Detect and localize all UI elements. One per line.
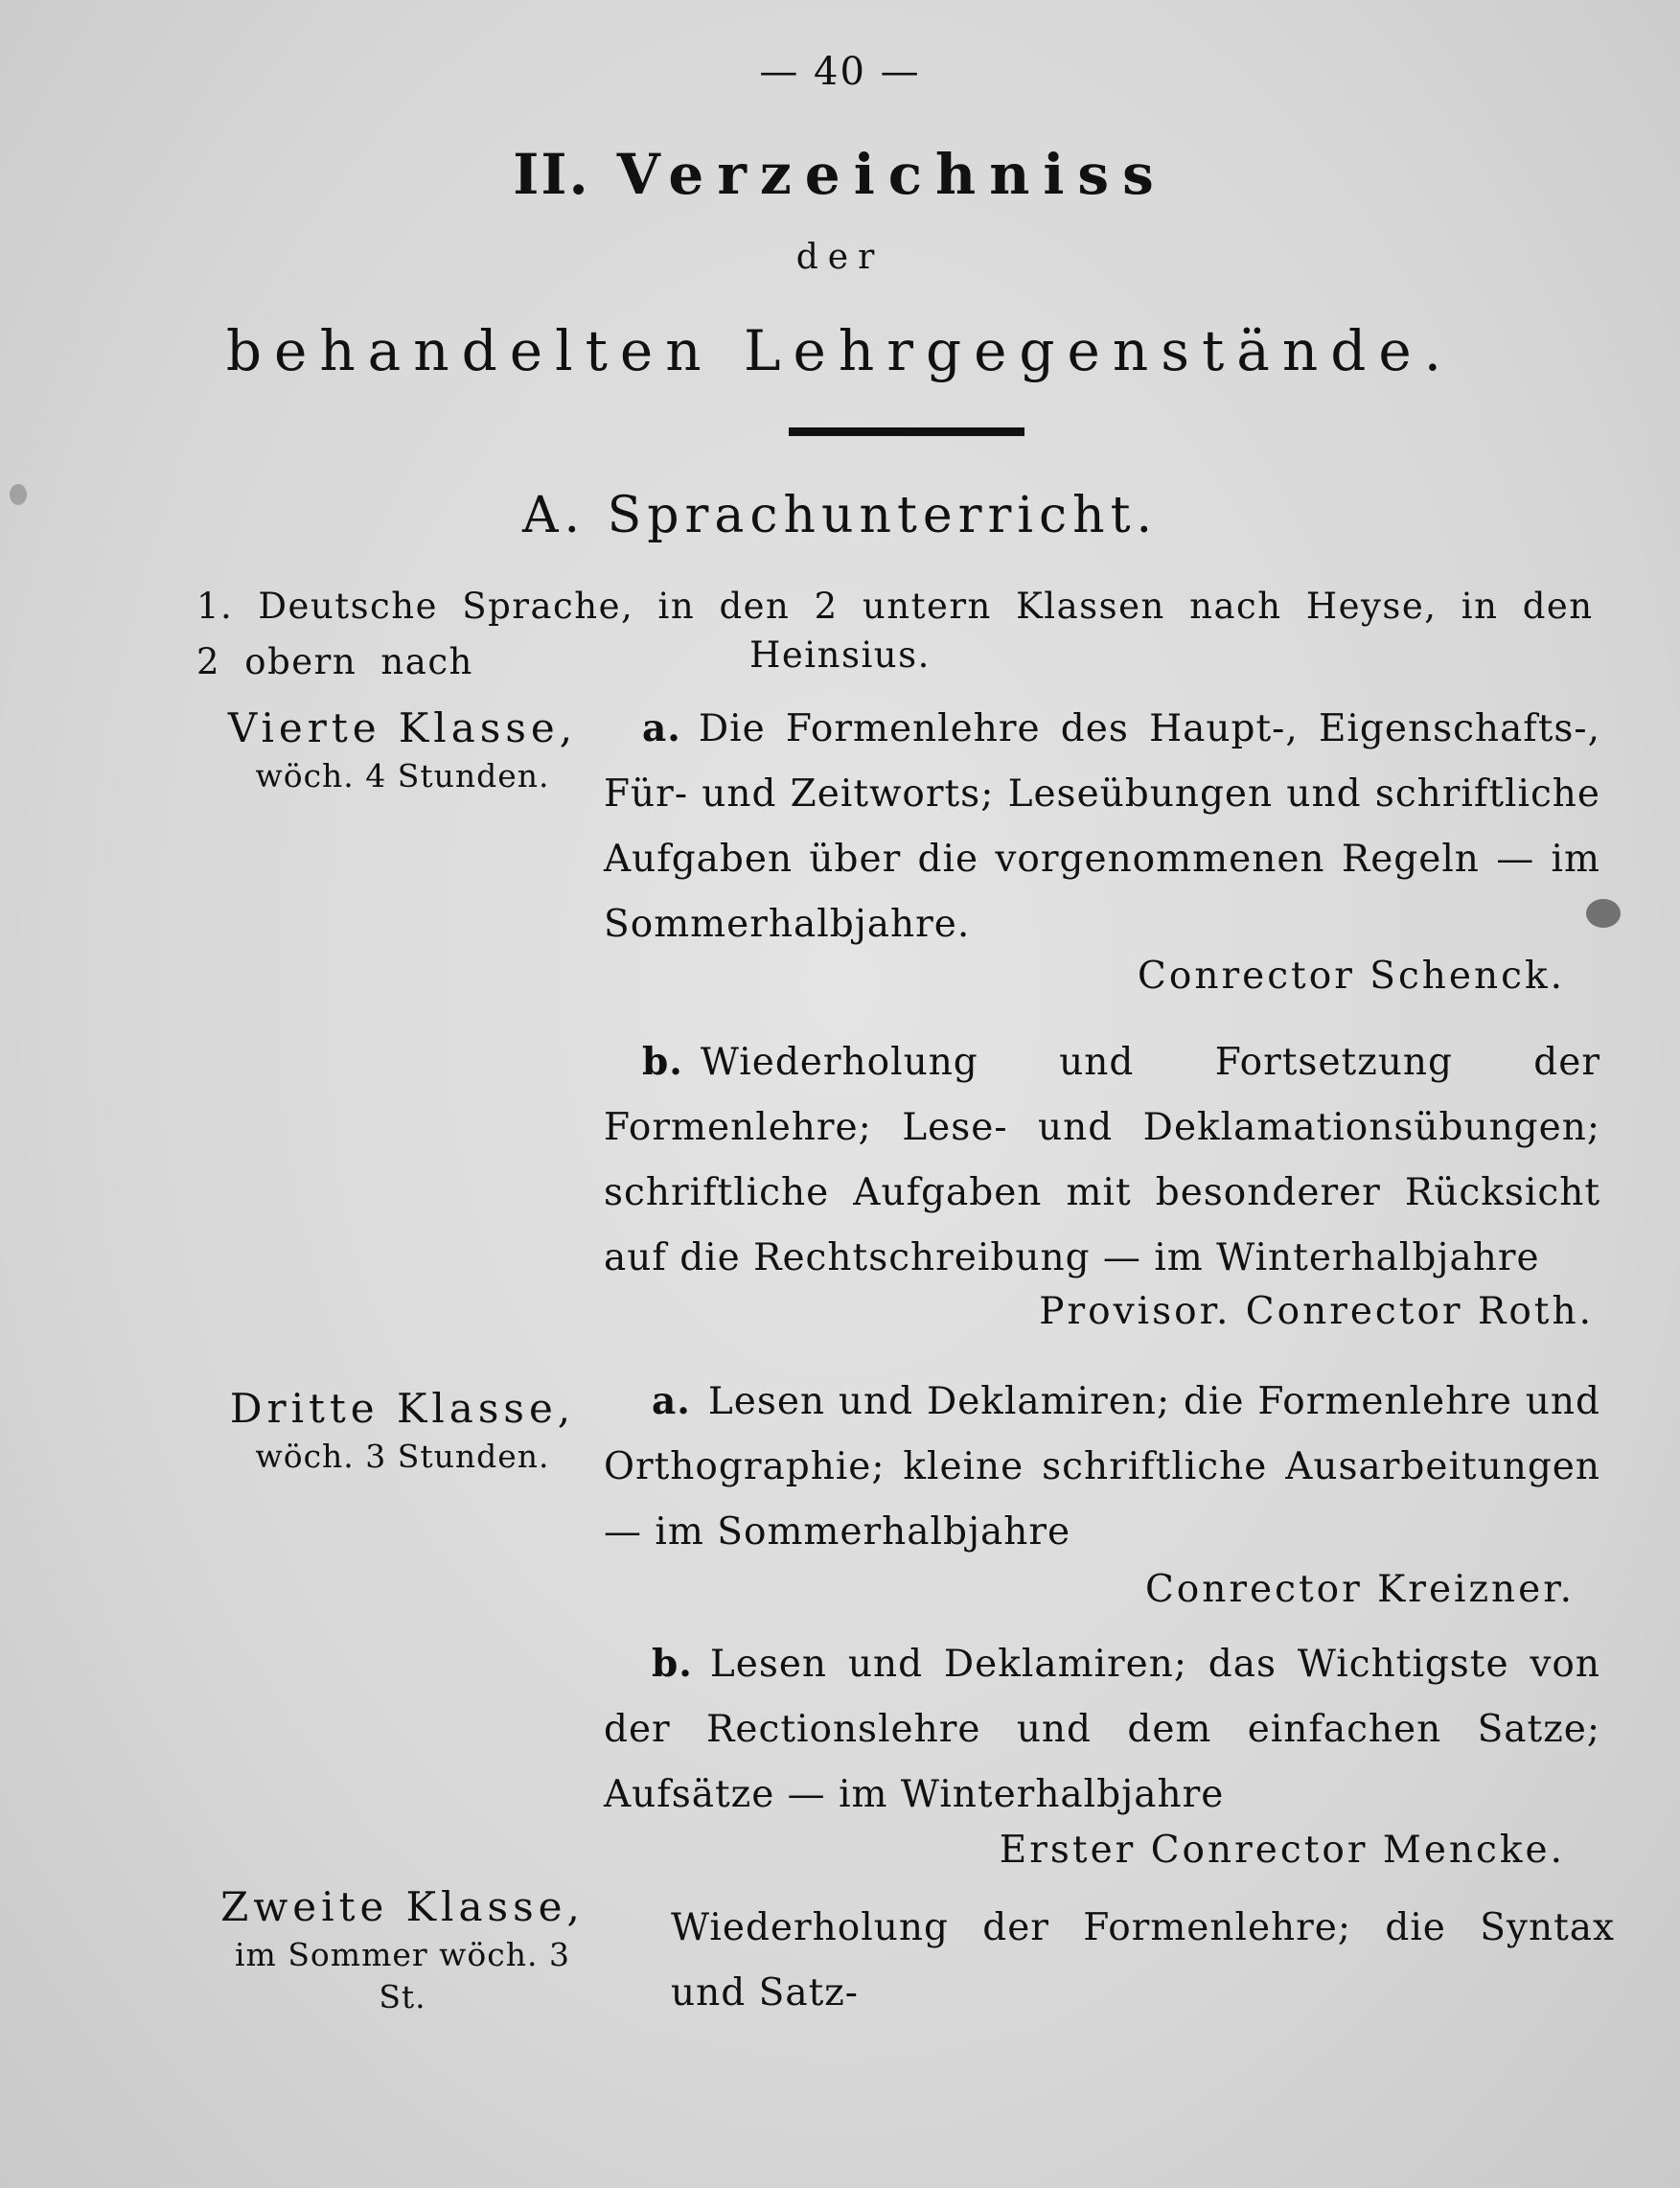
item-1-continuation: Heinsius. — [749, 634, 931, 676]
entry-text: Lesen und Deklamiren; die Formenlehre und Orthographie; kleine schriftliche Ausarbeitungen — im Sommerhalbjahre — [604, 1380, 1600, 1554]
class-name: Vierte Klasse, — [227, 704, 578, 751]
class-entry — [604, 1369, 1600, 1565]
entry-label: b. — [652, 1642, 693, 1686]
teacher-name: Provisor. Conrector Roth. — [1039, 1290, 1594, 1333]
title-roman-numeral: II. — [513, 142, 590, 207]
title-divider — [789, 427, 1024, 436]
item-number: 1. — [196, 586, 234, 627]
title-line-2: der — [795, 238, 885, 277]
title-line-1 — [0, 142, 1680, 207]
section-heading: A. Sprachunterricht. — [521, 487, 1159, 544]
class-label-vierte — [211, 702, 594, 797]
class-name: Zweite Klasse, — [220, 1883, 585, 1930]
class-name: Dritte Klasse, — [229, 1385, 576, 1432]
title-main: Verzeichniss — [616, 142, 1167, 207]
entry-label: a. — [652, 1379, 691, 1423]
entry-text: Lesen und Deklamiren; das Wichtigste von der Rectionslehre und dem einfachen Satze; Aufsätze — im Winterhalbjahre — [604, 1643, 1600, 1816]
page-number: — 40 — — [759, 50, 921, 94]
class-hours: wöch. 4 Stunden. — [255, 757, 550, 795]
item-text: Deutsche Sprache, in den 2 untern Klassen nach Heyse, in den 2 obern nach — [196, 586, 1594, 682]
class-entry — [671, 1896, 1615, 2026]
teacher-name: Conrector Schenck. — [1138, 955, 1565, 998]
entry-label: a. — [642, 706, 681, 750]
class-entry — [604, 696, 1600, 957]
teacher-name: Conrector Kreizner. — [1144, 1568, 1575, 1611]
teacher-name: Erster Conrector Mencke. — [999, 1829, 1565, 1872]
class-label-dritte — [211, 1382, 594, 1478]
class-entry — [604, 1631, 1600, 1828]
class-entry — [604, 1029, 1600, 1291]
entry-label: b. — [642, 1040, 683, 1084]
title-line-3: behandelten Lehrgegenstände. — [225, 318, 1455, 383]
class-hours: im Sommer wöch. 3 St. — [234, 1936, 570, 2015]
entry-text: Die Formenlehre des Haupt-, Eigenschafts-, Für- und Zeitworts; Leseübungen und schriftliche Aufgaben über die vorgenommenen Regeln — im Sommerhalbjahre. — [604, 707, 1600, 946]
entry-text: Wiederholung und Fortsetzung der Formenlehre; Lese- und Deklamationsübungen; schriftliche Aufgaben mit besonderer Rücksicht auf die Rechtschreibung — im Winterhalbjahre — [604, 1041, 1600, 1279]
class-hours: wöch. 3 Stunden. — [255, 1438, 550, 1475]
class-label-zweite — [211, 1880, 594, 2018]
entry-text: Wiederholung der Formenlehre; die Syntax und Satz- — [671, 1906, 1615, 2015]
